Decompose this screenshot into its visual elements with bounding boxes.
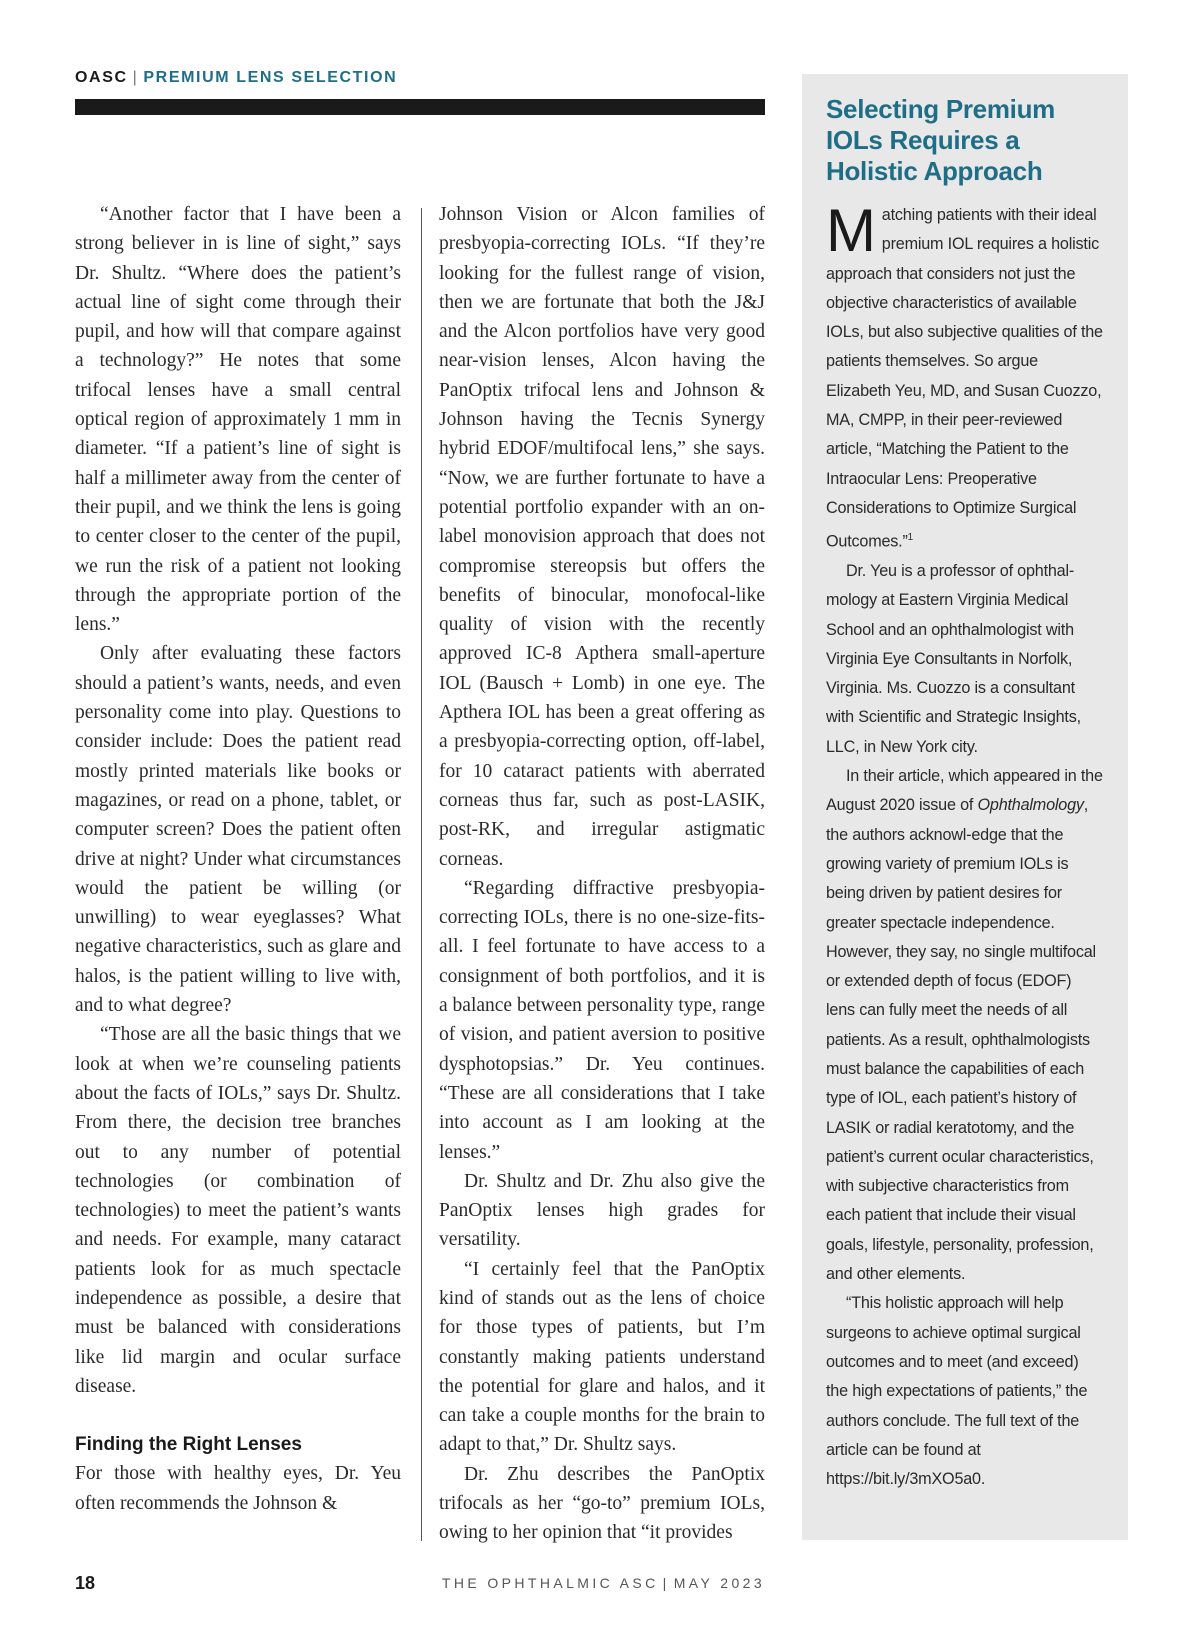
sidebar-text: In their article, which appeared in the August 2020 issue of [826,767,1103,815]
paragraph: “Another factor that I have been a strong believer in is line of sight,” says Dr. Shultz. “Where does the patient’s actual line of sight come through their pupil, and how will that compare against a technology?” He notes that some trifocal lenses have a small central optical region of approximately 1 mm in diameter. “If a patient’s line of sight is half a millimeter away from the center of their pupil, and we think the lens is going to center closer to the center of the pupil, we run the risk of a patient not looking through the appropriate portion of the lens.” [75,204,401,636]
issue-date: MAY 2023 [673,1575,765,1591]
section-title: PREMIUM LENS SELECTION [143,69,398,86]
paragraph: “I certainly feel that the PanOptix kind of stands out as the lens of choice for those types of patients, but I’m constantly making patients understand the potential for glare and halos, and it can take a couple months for the brain to adapt to that,” Dr. Shultz says. [439,1258,765,1456]
sidebar-paragraph [826,197,1104,557]
paragraph: Johnson Vision or Alcon families of presbyopia-correcting IOLs. “If they’re looking for the fullest range of vision, then we are fortunate that both the J&J and the Alcon portfolios have very good near-vision lenses, Alcon having the PanOptix trifocal lens and Johnson & Johnson having the Tecnis Synergy hybrid EDOF/multifocal lens,” she says. “Now, we are further fortunate to have a potential portfolio expander with an on-label monovision approach that does not compromise stereopsis but offers the benefits of binocular, monofocal-like quality of vision with the recently approved IC-8 Apthera small-aperture IOL (Bausch + Lomb) in one eye. The Apthera IOL has been a great offering as a presbyopia-correcting option, off-label, for 10 cataract patients with aberrated corneas thus far, such as post-LASIK, post-RK, and irregular astigmatic corneas. [439,204,765,870]
header-separator: | [132,69,139,86]
drop-cap: M [826,197,876,264]
subheading: Finding the Right Lenses [75,1434,302,1456]
sidebar-text: , the authors acknowl-edge that the growing variety of premium IOLs is being driven by patient desires for greater spectacle independence. However, they say, no single multifocal or extended depth of focus (EDOF) lens can fully meet the needs of all patients. As a result, ophthalmologists must balance the capabilities of each type of IOL, each patient’s history of LASIK or radial keratotomy, and the patient’s current ocular characteristics, with subjective characteristics from each patient that include their visual goals, lifestyle, personality, profession, and other elements. [826,796,1096,1284]
header-rule [75,99,765,115]
page-number: 18 [75,1573,96,1593]
sidebar-body [826,197,1104,1494]
sidebar-first-text: atching patients with their ideal premium IOL requires a holistic approach that considers not just the objective characteristics of available IOLs, but also subjective qualities of the patients themselves. So argue Elizabeth Yeu, MD, and Susan Cuozzo, MA, CMPP, in their peer-reviewed article, “Matching the Patient to the Intraocular Lens: Preoperative Considerations to Optimize Surgical Outcomes.” [826,206,1103,551]
column-divider [421,208,422,1541]
paragraph: “Regarding diffractive presbyopia-correcting IOLs, there is no one-size-fits-all. I feel fortunate to have access to a consignment of both portfolios, and it is a balance between personality type, range of vision, and patient aversion to positive dysphotopsias.” Dr. Yeu continues. “These are all considerations that I take into account as I am looking at the lenses.” [439,877,765,1163]
paragraph: For those with healthy eyes, Dr. Yeu often recommends the Johnson & [75,1463,401,1514]
paragraph: Dr. Zhu describes the PanOptix trifocals as her “go-to” premium IOLs, owing to her opinion that “it provides [439,1463,765,1544]
footer-separator: | [662,1575,670,1591]
sidebar-box [802,74,1128,1540]
publication-name: THE OPHTHALMIC ASC [441,1575,659,1591]
article-column-1 [75,200,401,1518]
article-column-2 [439,200,765,1548]
paragraph: “Those are all the basic things that we look at when we’re counseling patients about the facts of IOLs,” says Dr. Shultz. From there, the decision tree branches out to any number of potential technologies (or combination of technologies) to meet the patient’s wants and needs. For example, many cataract patients look for as much spectacle independence as possible, a desire that must be balanced with considerations like lid margin and ocular surface disease. [75,1024,401,1397]
publication-brand: OASC [75,69,128,86]
footer-publication-line [440,1575,765,1591]
sidebar-paragraph: “This holistic approach will help surgeons to achieve optimal surgical outcomes and to meet (and exceed) the high expectations of patients,” the authors conclude. The full text of the article can be found at https://bit.ly/3mXO5a0. [826,1294,1088,1489]
footnote-marker: 1 [907,532,914,544]
paragraph: Only after evaluating these factors should a patient’s wants, needs, and even personality come into play. Questions to consider include: Does the patient read mostly printed materials like books or magazines, or read on a phone, tablet, or computer screen? Does the patient often drive at night? Under what circumstances would the patient be willing (or unwilling) to wear eyeglasses? What negative characteristics, such as glare and halos, is the patient willing to live with, and to what degree? [75,643,401,1017]
sidebar-paragraph [826,762,1104,1289]
section-header [75,69,397,87]
sidebar-paragraph: Dr. Yeu is a professor of ophthal-mology at Eastern Virginia Medical School and an ophthalmologist with Virginia Eye Consultants in Norfolk, Virginia. Ms. Cuozzo is a consultant with Scientific and Strategic Insights, LLC, in New York city. [826,561,1081,756]
journal-name: Ophthalmology [977,796,1084,815]
paragraph: Dr. Shultz and Dr. Zhu also give the PanOptix lenses high grades for versatility. [439,1170,765,1251]
sidebar-title: Selecting Premium IOLs Requires a Holistic Approach [826,94,1055,186]
